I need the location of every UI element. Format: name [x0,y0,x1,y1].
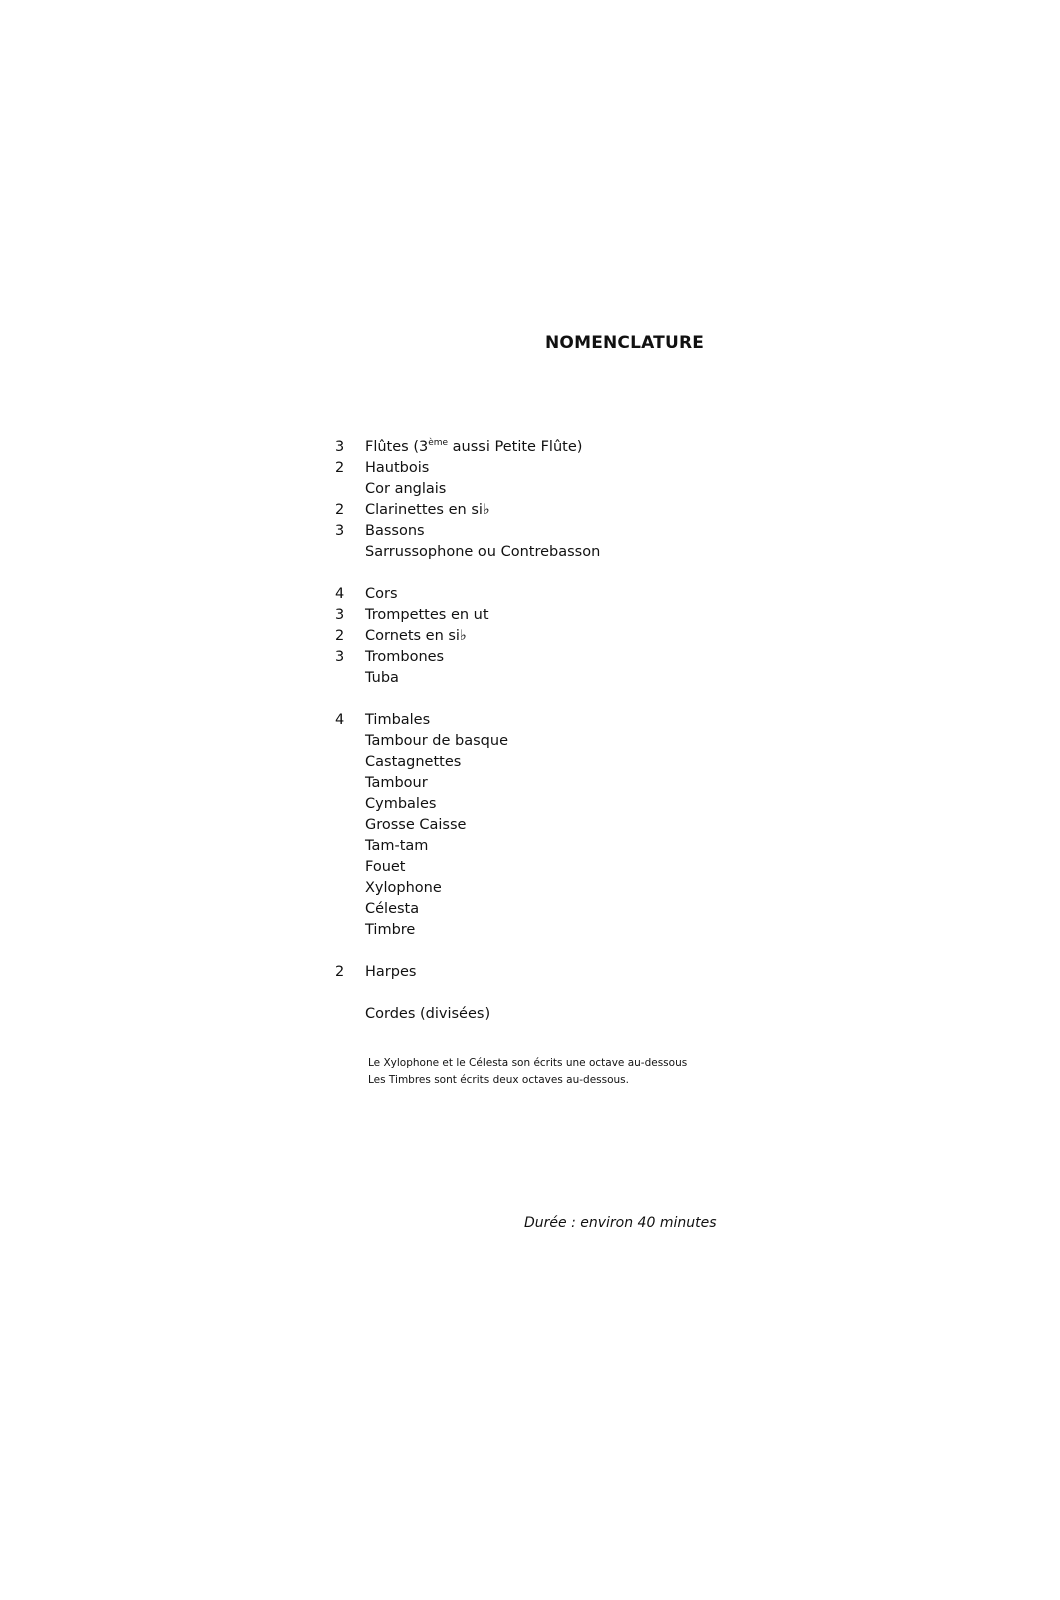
duration-text: Durée : environ 40 minutes [524,1215,717,1231]
instrument-name-text: Tambour [365,775,428,791]
instrument-name-text: Grosse Caisse [365,817,467,833]
instrument-name [365,857,406,878]
page-title: NOMENCLATURE [545,333,705,353]
instrument-name [365,668,399,689]
instrument-count: 4 [335,586,345,602]
instrument-count: 3 [335,649,345,665]
instrument-row [330,731,750,752]
instrument-count: 4 [335,712,345,728]
note-line: Les Timbres sont écrits deux octaves au-dessous. [368,1074,629,1086]
instrument-count: 2 [335,628,345,644]
instrument-row [330,500,750,521]
instrument-name-text: Timbales [365,712,431,728]
instrument-row [330,458,750,479]
instrument-row [330,920,750,941]
instrument-name [365,815,466,836]
instrument-name-text: Cor anglais [365,481,447,497]
instrument-row [330,605,750,626]
instrument-name [365,584,398,605]
instrument-row [330,752,750,773]
section-gap [330,941,750,962]
instrument-name-text: Tambour de basque [365,733,508,749]
instrument-count: 2 [335,502,345,518]
instrument-name-text: Timbre [365,922,416,938]
instrument-name [365,458,429,479]
note-line: Le Xylophone et le Célesta son écrits une octave au-dessous [368,1057,688,1069]
instrument-row [330,479,750,500]
instrument-name [365,500,490,521]
instrument-count: 3 [335,523,345,539]
notes [368,1055,687,1089]
instrument-count: 2 [335,964,345,980]
instrument-name-superscript: ème [428,438,449,449]
instrument-name [365,899,419,920]
instrument-row [330,962,750,983]
instrument-name-text: Bassons [365,523,425,539]
instrument-name [365,920,415,941]
instrument-name-text: Castagnettes [365,754,462,770]
instrument-row [330,710,750,731]
instrument-row [330,521,750,542]
instrument-count: 3 [335,607,345,623]
instrument-name [365,794,436,815]
instrument-name-text: Cornets en si♭ [365,628,467,644]
instrument-name-rest: aussi Petite Flûte) [448,439,583,455]
instrument-name-text: Hautbois [365,460,430,476]
instrument-name-text: Xylophone [365,880,442,896]
instrument-name [365,836,428,857]
instrument-name [365,605,489,626]
section-gap [330,689,750,710]
instrument-name-text: Flûtes (3 [365,439,429,455]
instrument-name-text: Trompettes en ut [365,607,489,623]
instrument-name-text: Fouet [365,859,406,875]
instrument-name-text: Clarinettes en si♭ [365,502,490,518]
instrument-name-text: Cymbales [365,796,437,812]
instrument-count: 3 [335,439,345,455]
instrument-name [365,752,461,773]
instrument-row [330,773,750,794]
instrument-name-text: Harpes [365,964,417,980]
instrument-name [365,710,430,731]
instrument-name [365,626,467,647]
instrument-name-text: Cors [365,586,398,602]
instrument-name [365,521,425,542]
instrument-name [365,647,444,668]
instrument-row [330,899,750,920]
instrument-row [330,647,750,668]
instrument-row [330,626,750,647]
instrument-row [330,794,750,815]
instrument-name [365,437,582,458]
instrument-row [330,857,750,878]
instrument-name [365,878,442,899]
section-gap [330,563,750,584]
instrument-row [330,584,750,605]
instrument-row [330,437,750,458]
instrument-name-text: Sarrussophone ou Contrebasson [365,544,601,560]
instrument-list [330,437,750,1025]
instrument-name [365,479,446,500]
instrument-row [330,878,750,899]
instrument-row [330,1004,750,1025]
instrument-count: 2 [335,460,345,476]
instrument-name [365,731,508,752]
instrument-name-text: Tam-tam [365,838,429,854]
instrument-row [330,836,750,857]
instrument-name-text: Célesta [365,901,420,917]
instrument-name-text: Cordes (divisées) [365,1006,491,1022]
instrument-name-text: Tuba [365,670,399,686]
instrument-row [330,542,750,563]
section-gap [330,983,750,1004]
instrument-row [330,815,750,836]
instrument-name [365,773,428,794]
instrument-name [365,542,600,563]
instrument-row [330,668,750,689]
instrument-name-text: Trombones [365,649,445,665]
instrument-name [365,962,416,983]
instrument-name [365,1004,490,1025]
